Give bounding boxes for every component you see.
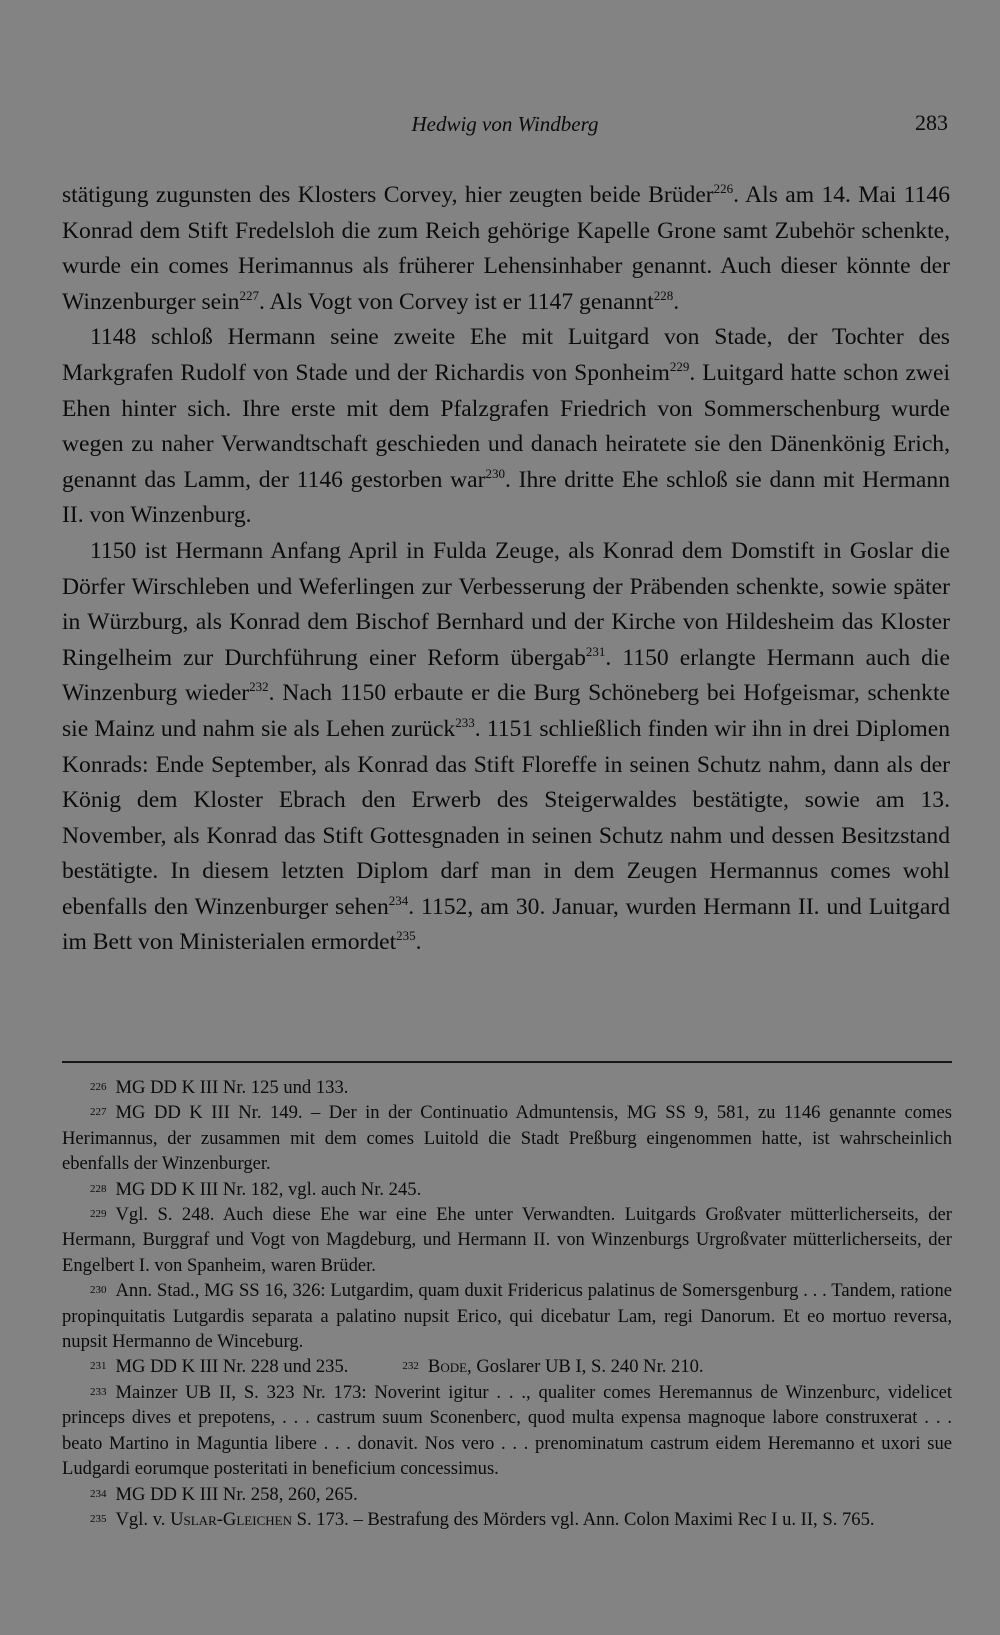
- paragraph-1: [62, 178, 950, 320]
- footnote-number: 229: [90, 1208, 107, 1221]
- footnote-divider: [62, 1061, 952, 1063]
- footnote-text: Mainzer UB II, S. 323 Nr. 173: Noverint igitur . . ., qualiter comes Heremannus de Winzenburc, videlicet princeps dives et prepotens, . . . castrum suum Sconenberc, quod multa expensa magnoque labore construxerat . . . beato Martino in Maguntia libere . . . donavit. Nos vero . . . prenominatum castrum eidem Heremanno et uxori sue Ludgardi eorumque posteritati in beneficium concessimus.: [62, 1381, 952, 1480]
- text-run: 1150 ist Hermann Anfang April in Fulda Zeuge, als Konrad dem Domstift in Goslar die Dörfer Wirschleben und Weferlingen zur Verbesserung der Präbenden schenkte, sowie später in Würzburg, als Konrad dem Bischof Bernhard und der Kirche von Hildesheim das Kloster Ringelheim zur Durchführung einer Reform übergab: [62, 537, 950, 671]
- footnote-text: MG DD K III Nr. 258, 260, 265.: [115, 1483, 358, 1505]
- text-run: stätigung zugunsten des Klosters Corvey, hier zeugten beide Brüder: [62, 182, 714, 208]
- footnote-text: MG DD K III Nr. 125 und 133.: [115, 1077, 349, 1098]
- text-run: . Als am 14. Mai 1146 Konrad dem Stift Fredelsloh die zum Reich gehörige Kapelle Grone samt Zubehör schenkte, wurde ein comes Herimannus als früherer Lehensinhaber genannt. Auch dieser könnte der Winzenburger sein: [62, 182, 950, 315]
- footnote-text: MG DD K III Nr. 182, vgl. auch Nr. 245.: [115, 1178, 422, 1200]
- footnote-number: 230: [90, 1284, 107, 1297]
- page-number: 283: [915, 110, 948, 135]
- footnote-text: MG DD K III Nr. 149. – Der in der Continuatio Admuntensis, MG SS 9, 581, zu 1146 genannte comes Herimannus, der zusammen mit dem comes Luitold die Stadt Preßburg eingenommen hatte, ist wahrscheinlich ebenfalls der Winzenburger.: [62, 1102, 952, 1175]
- footnote-ref: 234: [388, 892, 409, 908]
- text-run: . 1151 schließlich finden wir ihn in drei Diplomen Konrads: Ende September, als Konrad das Stift Floreffe in seinen Schutz nahm, dann als der König dem Kloster Ebrach den Erwerb des Steigerwaldes bestätigte, sowie am 13. November, als Konrad das Stift Gottesgnaden in seinen Schutz nahm und dessen Besitzstand bestätigte. In diesem letzten Diplom darf man in dem Zeugen Hermannus comes wohl ebenfalls den Winzenburger sehen: [62, 715, 950, 920]
- text-run: . 1150 erlangte Hermann auch die Winzenburg wieder: [62, 644, 951, 707]
- footnote-number: 234: [90, 1487, 107, 1500]
- paragraph-3: [62, 534, 950, 961]
- footnote-author: Bode: [427, 1356, 468, 1378]
- text-run: . Als Vogt von Corvey ist er 1147 genannt: [258, 288, 654, 315]
- footnote-ref: 227: [239, 287, 259, 303]
- footnote-ref: 232: [249, 679, 269, 695]
- footnote-number: 233: [90, 1385, 107, 1398]
- footnote-text: , Goslarer UB I, S. 240 Nr. 210.: [467, 1356, 704, 1378]
- footnote-ref: 235: [396, 928, 416, 944]
- footnote-number: 235: [90, 1512, 107, 1525]
- text-run: . Nach 1150 erbaute er die Burg Schöneberg bei Hofgeismar, schenkte sie Mainz und nahm sie als Lehen zurück: [62, 680, 951, 742]
- text-run: . Ihre dritte Ehe schloß sie dann mit Hermann II. von Winzenburg.: [62, 466, 950, 529]
- footnote-text: S. 173. – Bestrafung des Mörders vgl. Ann. Colon Maximi Rec I u. II, S. 765.: [291, 1508, 875, 1530]
- body-text: [62, 178, 950, 961]
- footnote-ref: 229: [669, 358, 690, 374]
- footnotes: [62, 1075, 952, 1532]
- footnote-prefix: Vgl. v.: [115, 1508, 171, 1530]
- footnote-ref: 226: [713, 181, 734, 196]
- text-run: . Luitgard hatte schon zwei Ehen hinter sich. Ihre erste mit dem Pfalzgrafen Friedrich von Sommerschenburg wurde wegen zu naher Verwandtschaft geschieden und danach heiratete sie den Dänenkönig Erich, genannt das Lamm, der 1146 gestorben war: [62, 359, 950, 493]
- footnote-number: 226: [90, 1081, 107, 1093]
- footnote-text: Vgl. S. 248. Auch diese Ehe war eine Ehe unter Verwandten. Luitgards Großvater mütterlicherseits, der Hermann, Burggraf und Vogt von Magdeburg, und Hermann II. von Winzenburgs Urgroßvater mütterlicherseits, der Engelbert I. von Spanheim, waren Brüder.: [62, 1204, 952, 1276]
- footnote-number: 228: [90, 1182, 107, 1195]
- footnote-234: [62, 1482, 952, 1507]
- footnote-229: [62, 1202, 952, 1278]
- running-head: [62, 112, 948, 144]
- footnote-number: 227: [90, 1106, 107, 1119]
- footnote-ref: 233: [455, 714, 475, 730]
- footnote-231: [90, 1354, 348, 1379]
- text-run: .: [415, 929, 422, 956]
- footnote-author: Uslar-Gleichen: [170, 1508, 292, 1530]
- footnote-text: Ann. Stad., MG SS 16, 326: Lutgardim, quam duxit Fridericus palatinus de Somersgenburg . . . Tandem, ratione propinquitatis Lutgardis separata a palatino nupsit Erico, qui dicebatur Lam, regi Danorum. Et eo mortuo reversa, nupsit Hermanno de Winceburg.: [62, 1280, 952, 1353]
- footnote-ref: 231: [585, 643, 606, 659]
- footnote-235: [62, 1507, 952, 1532]
- footnote-227: [62, 1100, 952, 1176]
- running-title: Hedwig von Windberg: [411, 112, 599, 136]
- footnote-228: [62, 1177, 952, 1202]
- footnote-230: [62, 1278, 952, 1354]
- text-run: 1148 schloß Hermann seine zweite Ehe mit Luitgard von Stade, der Tochter des Markgrafen Rudolf von Stade und der Richardis von Sponheim: [62, 324, 950, 386]
- text-run: .: [673, 288, 680, 315]
- text-run: . 1152, am 30. Januar, wurden Hermann II. und Luitgard im Bett von Ministerialen ermordet: [62, 893, 950, 956]
- footnote-ref: 230: [485, 465, 505, 481]
- footnote-number: 232: [402, 1360, 419, 1373]
- footnote-ref: 228: [653, 287, 674, 303]
- footnote-pair-231-232: [62, 1354, 952, 1379]
- footnote-text: MG DD K III Nr. 228 und 235.: [115, 1356, 349, 1378]
- footnote-232: [402, 1354, 703, 1379]
- footnote-233: [62, 1380, 952, 1482]
- footnote-226: [62, 1075, 952, 1100]
- footnote-number: 231: [90, 1360, 107, 1373]
- paragraph-2: [62, 320, 950, 534]
